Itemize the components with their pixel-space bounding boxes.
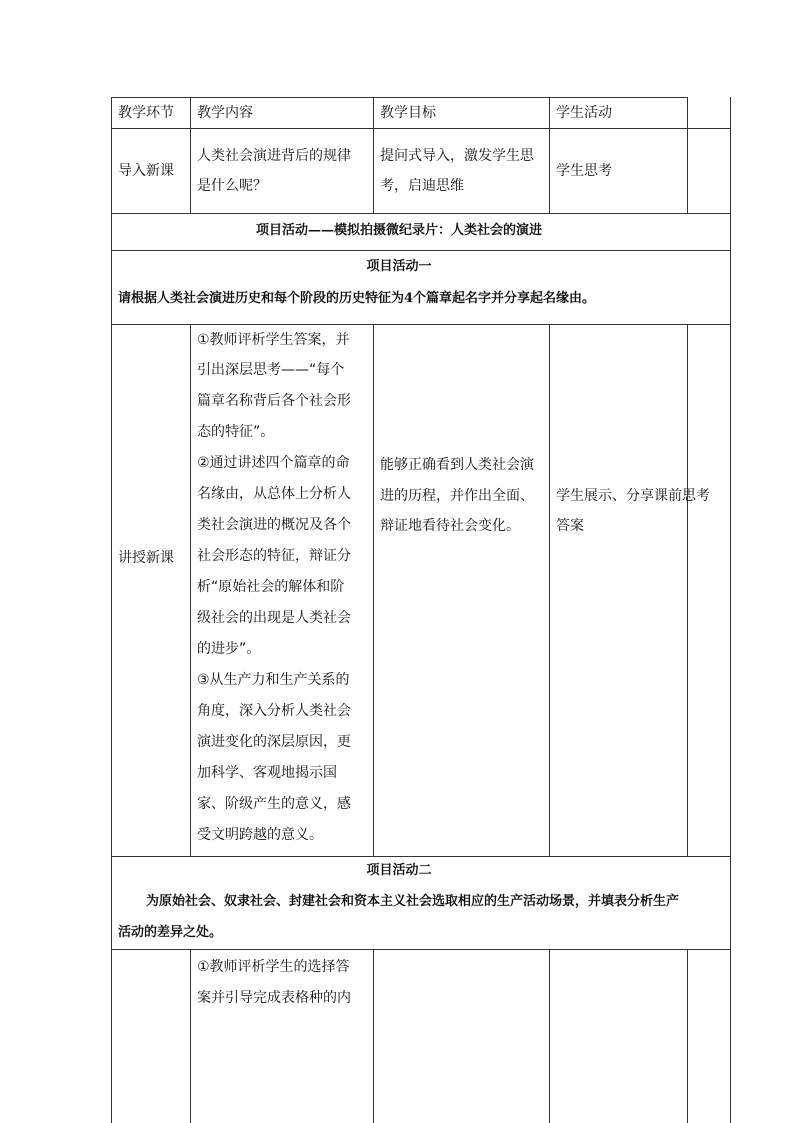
lecture-content-line: ②通过讲述四个篇章的命: [197, 455, 350, 471]
last-content-line: 案并引导完成表格种的内: [197, 990, 351, 1006]
column-divider: [373, 324, 374, 856]
activity-two-task-line: 活动的差异之处。: [118, 925, 223, 940]
lecture-content-line: 态的特征”。: [197, 424, 275, 440]
column-divider: [373, 97, 374, 213]
row-divider: [111, 949, 730, 950]
intro-stage: 导入新课: [118, 163, 174, 179]
column-divider: [190, 97, 191, 213]
lecture-goal-line: 辩证地看待社会变化。: [380, 518, 520, 534]
intro-content: 人类社会演进背后的规律是什么呢？: [197, 148, 351, 194]
row-divider: [111, 128, 730, 129]
lecture-content-line: 级社会的出现是人类社会: [197, 610, 351, 626]
intro-activity: 学生思考: [556, 163, 612, 179]
lecture-content-line: 类社会演进的概况及各个: [197, 517, 351, 533]
lecture-content-line: ①教师评析学生答案，并: [197, 332, 350, 348]
row-divider: [111, 213, 730, 214]
last-content-line: ①教师评析学生的选择答: [197, 959, 350, 975]
lecture-goal-line: 进的历程，并作出全面、: [380, 488, 534, 504]
column-divider: [373, 949, 374, 1123]
lecture-content-line: 篇章名称背后各个社会形: [197, 393, 351, 409]
column-divider: [549, 97, 550, 213]
lecture-content-line: 引出深层思考——“每个: [197, 362, 345, 378]
activity-two-task-line: 为原始社会、奴隶社会、封建社会和资本主义社会选取相应的生产活动场景，并填表分析生产: [146, 894, 680, 909]
column-divider: [549, 324, 550, 856]
row-divider: [111, 250, 730, 251]
lecture-content-line: 名缘由，从总体上分析人: [197, 486, 351, 502]
column-divider: [190, 324, 191, 856]
header-stage: 教学环节: [118, 105, 174, 121]
intro-goal: 提问式导入，激发学生思考，启迪思维: [380, 148, 534, 194]
lecture-content-line: 演进变化的深层原因，更: [197, 734, 351, 750]
lecture-content-line: ③从生产力和生产关系的: [197, 672, 350, 688]
lecture-content-line: 析“原始社会的解体和阶: [197, 579, 345, 595]
lecture-activity-line: 学生展示、分享课前思考: [556, 488, 710, 504]
activity-one-task: 请根据人类社会演进历史和每个阶段的历史特征为4个篇章起名字并分享起名缘由。: [118, 291, 596, 306]
column-divider: [687, 324, 688, 856]
column-divider: [190, 949, 191, 1123]
lecture-content-line: 的进步”。: [197, 641, 261, 657]
lecture-content-line: 家、阶级产生的意义，感: [197, 796, 351, 812]
project-title: 项目活动——模拟拍摄微纪录片：人类社会的演进: [255, 223, 542, 238]
lecture-activity-line: 答案: [556, 518, 584, 534]
column-divider: [687, 949, 688, 1123]
lecture-goal-line: 能够正确看到人类社会演: [380, 457, 534, 473]
table-border-left: [111, 97, 112, 1123]
lecture-content-line: 社会形态的特征，辩证分: [197, 548, 351, 564]
column-divider: [687, 97, 688, 213]
activity-two-title: 项目活动二: [366, 863, 432, 878]
header-goal: 教学目标: [380, 105, 436, 121]
column-divider: [549, 949, 550, 1123]
header-content: 教学内容: [197, 105, 253, 121]
lecture-content-line: 加科学、客观地揭示国: [197, 765, 337, 781]
table-border-right: [730, 97, 731, 1123]
header-activity: 学生活动: [556, 105, 612, 121]
activity-one-title: 项目活动一: [366, 259, 432, 274]
lecture-stage: 讲授新课: [118, 550, 174, 566]
lecture-content-line: 角度，深入分析人类社会: [197, 703, 351, 719]
lecture-content-line: 受文明跨越的意义。: [197, 827, 323, 843]
